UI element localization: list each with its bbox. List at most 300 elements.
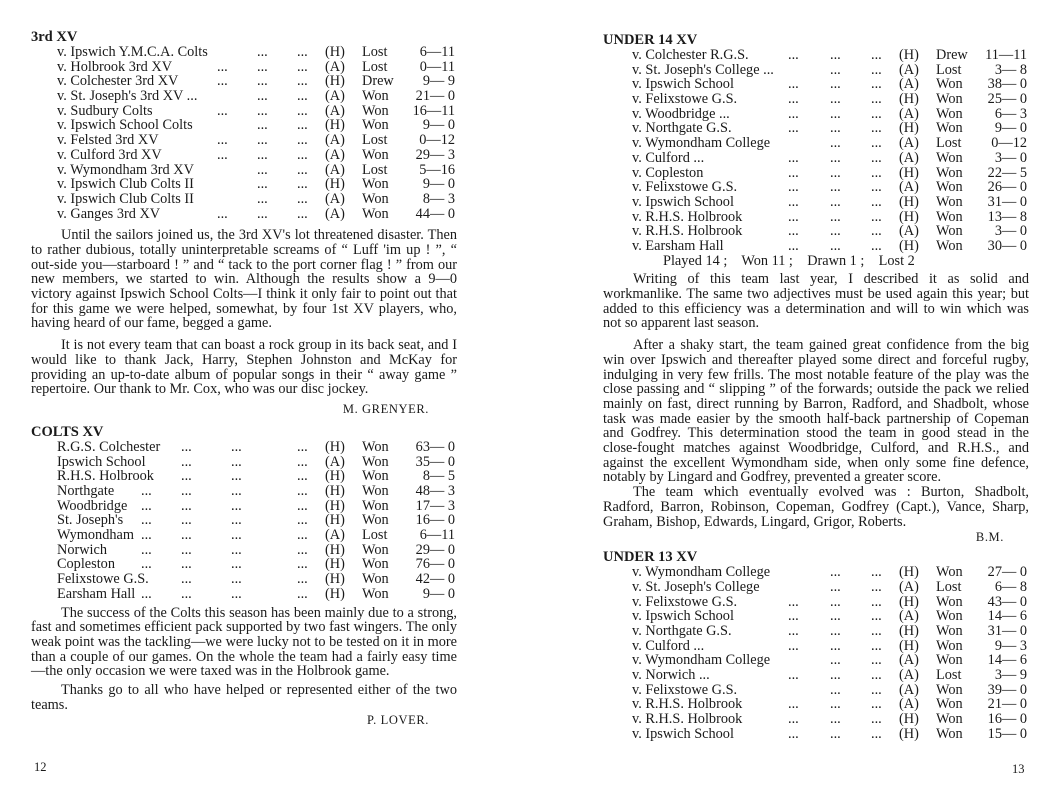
paragraph: Writing of this team last year, I described it as solid and workmanlike. The same two adjectives must be used again this year; but added to this efficiency was a determination and will to win which was not so apparent last season. [603,271,1029,332]
leader-dots: ... [871,47,882,63]
match-result: Won [936,637,963,654]
leader-dots: ... [871,725,882,742]
match-score: 3— 9 [994,667,1027,684]
match-result: Won [362,541,389,558]
section-title-under-13-xv: UNDER 13 XV [603,549,698,566]
venue-marker: (H) [325,512,345,529]
venue-marker: (H) [899,208,919,225]
match-score: 6— 8 [994,578,1027,595]
leader-dots: ... [297,117,308,134]
leader-dots: ... [231,571,242,588]
opponent-name: v. Felixstowe G.S. [632,91,738,108]
leader-dots: ... [788,120,799,137]
venue-marker: (A) [899,578,919,595]
opponent-name: v. Copleston [632,164,704,181]
opponent-name: v. Felsted 3rd XV [57,132,159,149]
fixture-row [31,440,457,455]
leader-dots: ... [297,453,308,470]
venue-marker: (A) [899,223,919,240]
fixture-row [603,92,1029,107]
match-result: Won [936,652,963,669]
leader-dots: ... [830,61,841,78]
leader-dots: ... [297,132,308,149]
opponent-name: v. R.H.S. Holbrook [632,223,743,240]
opponent-name: v. Wymondham 3rd XV [57,161,194,178]
match-result: Won [936,725,963,742]
leader-dots: ... [297,438,308,455]
venue-marker: (H) [899,564,919,581]
match-result: Lost [936,667,962,684]
opponent-name: v. St. Joseph's College [632,578,760,595]
match-result: Won [362,190,389,207]
paragraph: The success of the Colts this season has been mainly due to a strong, fast and sometimes efficient pack supported by two fast wingers. The only weak point was the tackling—we were lucky not to be tested on it in more than a couple of our games. On the whole the team had a fairly easy time—the only occasion we were taxed was in the Holbrook game. [31,604,457,680]
opponent-name: Earsham Hall [57,585,136,602]
leader-dots: ... [830,120,841,137]
leader-dots: ... [871,564,882,581]
leader-dots: ... [871,91,882,108]
match-score: 9— 0 [422,117,455,134]
match-result: Drew [936,47,968,63]
venue-marker: (A) [325,205,345,222]
fixture-row [603,239,1029,254]
fixture-row [31,74,457,89]
leader-dots: ... [830,696,841,713]
leader-dots: ... [297,146,308,163]
venue-marker: (A) [899,681,919,698]
venue-marker: (H) [899,593,919,610]
match-result: Won [936,564,963,581]
opponent-name: v. Ipswich School [632,193,734,210]
match-score: 11—11 [985,47,1027,63]
leader-dots: ... [871,623,882,640]
match-score: 8— 5 [422,468,455,485]
fixture-row [603,653,1029,668]
match-result: Won [936,223,963,240]
leader-dots: ... [141,541,152,558]
leader-dots: ... [297,88,308,105]
leader-dots: ... [788,623,799,640]
leader-dots: ... [257,73,268,90]
leader-dots: ... [297,176,308,193]
venue-marker: (A) [899,135,919,152]
leader-dots: ... [297,541,308,558]
leader-dots: ... [257,102,268,119]
opponent-name: v. St. Joseph's College ... [632,61,774,78]
venue-marker: (A) [899,105,919,122]
leader-dots: ... [830,564,841,581]
leader-dots: ... [297,190,308,207]
fixture-row [31,484,457,499]
match-result: Won [936,76,963,93]
leader-dots: ... [830,593,841,610]
fixture-row [603,668,1029,683]
leader-dots: ... [830,223,841,240]
match-score: 6—11 [419,527,455,544]
match-result: Won [936,608,963,625]
fixture-row [31,60,457,75]
match-score: 17— 3 [415,497,455,514]
leader-dots: ... [830,105,841,122]
match-result: Drew [362,73,394,90]
opponent-name: v. Ipswich School [632,76,734,93]
match-score: 9— 9 [422,73,455,90]
fixture-row [31,557,457,572]
match-score: 31— 0 [987,623,1027,640]
leader-dots: ... [788,91,799,108]
match-result: Won [362,585,389,602]
match-score: 21— 0 [987,696,1027,713]
match-score: 30— 0 [987,237,1027,254]
opponent-name: v. Ganges 3rd XV [57,205,161,222]
opponent-name: v. Culford ... [632,149,705,166]
venue-marker: (A) [899,149,919,166]
leader-dots: ... [788,208,799,225]
fixture-row [31,148,457,163]
leader-dots: ... [231,585,242,602]
opponent-name: v. Culford 3rd XV [57,146,162,163]
leader-dots: ... [217,102,228,119]
leader-dots: ... [297,161,308,178]
opponent-name: v. Northgate G.S. [632,623,732,640]
opponent-name: Felixstowe G.S. [57,571,149,588]
opponent-name: Ipswich School [57,453,146,470]
venue-marker: (H) [325,468,345,485]
opponent-name: v. Wymondham College [632,564,771,581]
opponent-name: v. Wymondham College [632,135,771,152]
match-result: Won [936,105,963,122]
match-score: 43— 0 [987,593,1027,610]
match-result: Won [936,120,963,137]
match-score: 35— 0 [415,453,455,470]
page-12 [31,0,457,800]
leader-dots: ... [830,681,841,698]
match-result: Won [936,179,963,196]
match-result: Won [362,88,389,105]
leader-dots: ... [871,193,882,210]
match-score: 6—11 [419,44,455,60]
fixture-row [603,77,1029,92]
leader-dots: ... [297,73,308,90]
venue-marker: (H) [325,44,345,60]
match-result: Lost [362,161,388,178]
leader-dots: ... [297,512,308,529]
leader-dots: ... [830,91,841,108]
opponent-name: v. Northgate G.S. [632,120,732,137]
match-score: 16— 0 [415,512,455,529]
leader-dots: ... [257,146,268,163]
opponent-name: v. Sudbury Colts [57,102,153,119]
fixture-row [603,210,1029,225]
leader-dots: ... [830,149,841,166]
leader-dots: ... [257,205,268,222]
fixture-row [603,639,1029,654]
match-result: Won [936,593,963,610]
leader-dots: ... [788,105,799,122]
match-score: 63— 0 [415,438,455,455]
fixture-row [603,195,1029,210]
leader-dots: ... [871,237,882,254]
match-result: Lost [362,58,388,75]
leader-dots: ... [217,205,228,222]
fixture-row [31,207,457,222]
fixture-row [603,580,1029,595]
leader-dots: ... [871,711,882,728]
venue-marker: (H) [899,237,919,254]
match-result: Lost [362,44,388,60]
page-number: 12 [34,760,47,774]
match-result: Won [362,512,389,529]
leader-dots: ... [788,637,799,654]
fixture-row [603,565,1029,580]
leader-dots: ... [297,205,308,222]
match-result: Lost [936,135,962,152]
opponent-name: R.H.S. Holbrook [57,468,154,485]
leader-dots: ... [297,468,308,485]
page-number: 13 [1012,762,1025,776]
match-score: 16—11 [412,102,455,119]
opponent-name: v. Colchester R.G.S. [632,47,749,63]
leader-dots: ... [830,608,841,625]
opponent-name: v. Ipswich Y.M.C.A. Colts [57,44,208,60]
fixture-row [31,587,457,602]
match-result: Won [936,164,963,181]
leader-dots: ... [141,585,152,602]
venue-marker: (H) [899,120,919,137]
opponent-name: v. Ipswich School [632,608,734,625]
fixture-row [31,118,457,133]
season-summary: Played 14 ; Won 11 ; Drawn 1 ; Lost 2 [663,252,915,269]
fixture-row [603,107,1029,122]
match-result: Lost [936,61,962,78]
leader-dots: ... [181,497,192,514]
leader-dots: ... [231,438,242,455]
match-result: Won [936,711,963,728]
under-14-xv-section [603,32,1029,545]
match-result: Lost [362,132,388,149]
fixture-row [603,624,1029,639]
leader-dots: ... [871,637,882,654]
leader-dots: ... [871,681,882,698]
opponent-name: v. Felixstowe G.S. [632,681,738,698]
leader-dots: ... [231,468,242,485]
match-score: 0—11 [419,58,455,75]
leader-dots: ... [217,73,228,90]
leader-dots: ... [181,483,192,500]
leader-dots: ... [830,578,841,595]
venue-marker: (H) [325,585,345,602]
match-result: Won [362,453,389,470]
venue-marker: (H) [899,91,919,108]
leader-dots: ... [788,593,799,610]
leader-dots: ... [830,193,841,210]
fixture-row [603,727,1029,742]
match-result: Won [936,696,963,713]
match-result: Won [362,102,389,119]
leader-dots: ... [788,608,799,625]
venue-marker: (H) [325,483,345,500]
leader-dots: ... [297,483,308,500]
venue-marker: (A) [899,652,919,669]
leader-dots: ... [788,47,799,63]
venue-marker: (A) [325,88,345,105]
opponent-name: v. Felixstowe G.S. [632,593,738,610]
leader-dots: ... [297,58,308,75]
opponent-name: v. Ipswich Club Colts II [57,190,194,207]
leader-dots: ... [231,541,242,558]
fixture-row [31,513,457,528]
colts-xv-section [31,424,457,728]
venue-marker: (H) [899,725,919,742]
opponent-name: v. Norwich ... [632,667,710,684]
match-score: 8— 3 [422,190,455,207]
match-result: Won [936,208,963,225]
leader-dots: ... [297,527,308,544]
fixture-row [603,712,1029,727]
leader-dots: ... [141,527,152,544]
leader-dots: ... [181,512,192,529]
paragraph: Thanks go to all who have helped or represented either of the two teams. [31,682,457,713]
leader-dots: ... [231,527,242,544]
venue-marker: (H) [899,623,919,640]
opponent-name: v. Holbrook 3rd XV [57,58,173,75]
match-result: Won [936,149,963,166]
leader-dots: ... [257,132,268,149]
leader-dots: ... [297,585,308,602]
match-score: 0—12 [419,132,455,149]
leader-dots: ... [871,608,882,625]
match-result: Won [936,623,963,640]
fixture-row [31,499,457,514]
leader-dots: ... [830,135,841,152]
leader-dots: ... [297,556,308,573]
venue-marker: (H) [899,47,919,63]
opponent-name: v. R.H.S. Holbrook [632,208,743,225]
leader-dots: ... [871,223,882,240]
match-result: Lost [362,527,388,544]
fixture-row [31,528,457,543]
match-score: 14— 6 [987,652,1027,669]
leader-dots: ... [181,468,192,485]
section-title-3rd-xv: 3rd XV [31,29,78,45]
leader-dots: ... [871,593,882,610]
venue-marker: (H) [325,497,345,514]
signature: B.M. [975,530,1004,545]
match-score: 9— 0 [422,585,455,602]
fixture-row [31,572,457,587]
match-score: 29— 0 [415,541,455,558]
section-title-under-14-xv: UNDER 14 XV [603,32,698,48]
leader-dots: ... [788,711,799,728]
match-score: 48— 3 [415,483,455,500]
leader-dots: ... [788,696,799,713]
fixture-row [31,543,457,558]
match-result: Won [362,205,389,222]
match-score: 3— 0 [994,223,1027,240]
match-score: 25— 0 [987,91,1027,108]
leader-dots: ... [231,453,242,470]
leader-dots: ... [871,164,882,181]
fixture-row [31,455,457,470]
opponent-name: Copleston [57,556,115,573]
third-xv-section [31,29,457,417]
match-score: 22— 5 [987,164,1027,181]
venue-marker: (H) [325,556,345,573]
match-score: 14— 6 [987,608,1027,625]
leader-dots: ... [297,571,308,588]
leader-dots: ... [830,623,841,640]
leader-dots: ... [257,190,268,207]
leader-dots: ... [141,483,152,500]
leader-dots: ... [181,453,192,470]
page-13 [603,0,1029,800]
match-result: Won [936,193,963,210]
match-score: 27— 0 [987,564,1027,581]
match-result: Won [362,438,389,455]
opponent-name: v. St. Joseph's 3rd XV ... [57,88,198,105]
fixture-row [603,697,1029,712]
venue-marker: (A) [899,667,919,684]
match-score: 44— 0 [415,205,455,222]
venue-marker: (H) [899,711,919,728]
leader-dots: ... [871,652,882,669]
leader-dots: ... [871,105,882,122]
match-result: Won [362,468,389,485]
leader-dots: ... [830,47,841,63]
opponent-name: v. Ipswich Club Colts II [57,176,194,193]
match-result: Won [362,176,389,193]
match-result: Won [362,556,389,573]
leader-dots: ... [871,696,882,713]
venue-marker: (A) [325,58,345,75]
match-score: 26— 0 [987,179,1027,196]
fixture-row [603,609,1029,624]
venue-marker: (H) [899,637,919,654]
leader-dots: ... [257,44,268,60]
opponent-name: R.G.S. Colchester [57,438,161,455]
fixture-row [31,192,457,207]
leader-dots: ... [231,497,242,514]
fixture-row [31,163,457,178]
match-score: 6— 3 [994,105,1027,122]
opponent-name: v. Wymondham College [632,652,771,669]
opponent-name: v. Colchester 3rd XV [57,73,179,90]
venue-marker: (A) [325,161,345,178]
fixture-row [603,151,1029,166]
match-result: Won [362,146,389,163]
fixture-row [31,133,457,148]
under-13-xv-section [603,549,1029,741]
leader-dots: ... [297,102,308,119]
leader-dots: ... [217,132,228,149]
opponent-name: v. Earsham Hall [632,237,724,254]
leader-dots: ... [788,164,799,181]
leader-dots: ... [830,652,841,669]
leader-dots: ... [181,527,192,544]
leader-dots: ... [871,135,882,152]
leader-dots: ... [830,164,841,181]
fixture-row [603,180,1029,195]
fixtures-list-under-14-xv [603,48,1029,254]
match-result: Won [936,91,963,108]
fixture-row [603,683,1029,698]
fixture-row [31,45,457,60]
match-result: Won [936,681,963,698]
leader-dots: ... [231,512,242,529]
match-score: 3— 8 [994,61,1027,78]
leader-dots: ... [871,149,882,166]
match-result: Lost [936,578,962,595]
leader-dots: ... [871,61,882,78]
